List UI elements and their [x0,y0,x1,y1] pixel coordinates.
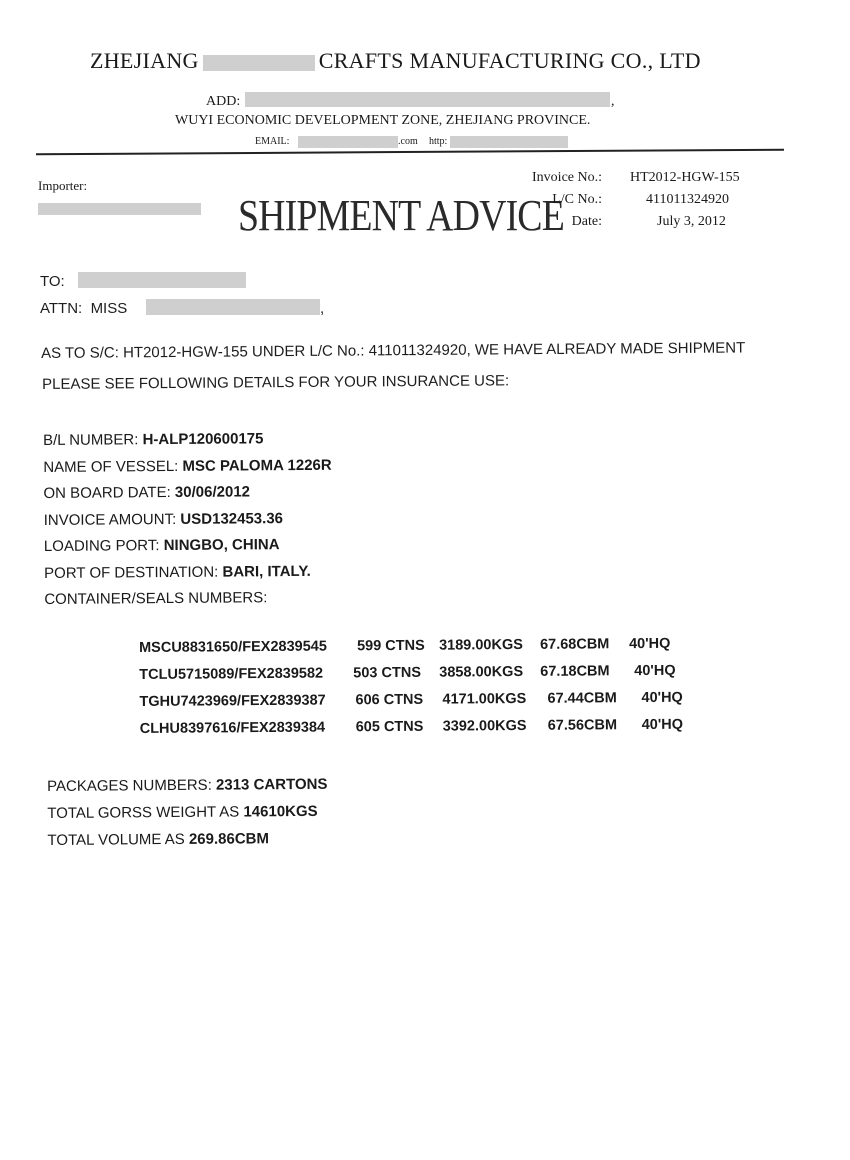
attn-line [40,300,127,317]
container-row [140,717,700,748]
total-label: TOTAL VOLUME AS [47,830,185,849]
total-value: 269.86CBM [188,830,270,848]
address-prefix: ADD: [206,94,241,109]
redacted-block [450,136,568,148]
lc-label: L/C No.: [552,192,602,207]
document-title: SHIPMENT ADVICE [238,191,564,240]
invoice-row [500,170,800,192]
email-suffix: .com [398,136,418,147]
redacted-block [146,299,320,315]
redacted-block [298,136,398,148]
importer-label: Importer: [38,178,88,193]
detail-label: INVOICE AMOUNT: [43,510,177,529]
email-label: EMAIL: [255,136,290,147]
container-kgs: 4171.00KGS [442,690,527,708]
container-type: 40'HQ [628,635,671,653]
address-line-1 [206,94,240,110]
redacted-block [78,272,246,288]
container-kgs: 3189.00KGS [438,636,523,654]
shipment-details [43,430,333,618]
container-id: CLHU8397616/FEX2839384 [139,719,326,737]
address-line-2: WUYI ECONOMIC DEVELOPMENT ZONE, ZHEJIANG PROVINCE. [175,113,591,128]
container-kgs: 3858.00KGS [439,663,524,681]
container-cbm: 67.18CBM [540,663,610,680]
detail-value: NINGBO, CHINA [163,536,280,555]
containers-list [139,636,700,748]
attn-prefix: MISS [90,300,128,317]
detail-destination-port [44,562,333,591]
container-id: TGHU7423969/FEX2839387 [139,692,326,710]
detail-label: LOADING PORT: [43,537,160,555]
container-cbm: 67.68CBM [539,636,610,653]
total-volume [47,830,328,859]
company-name-left: ZHEJIANG [90,48,199,73]
total-weight [47,803,328,832]
detail-value: MSC PALOMA 1226R [182,456,332,475]
detail-on-board-date [43,483,332,512]
date-label: Date: [571,214,602,229]
date-value: July 3, 2012 [657,214,726,229]
detail-value: 30/06/2012 [174,483,251,501]
detail-label: PORT OF DESTINATION: [44,563,219,582]
lc-row [500,192,800,214]
attn-suffix: , [320,300,325,317]
container-ctns: 503 CTNS [353,664,422,682]
detail-loading-port [44,536,333,565]
detail-label: B/L NUMBER: [43,431,139,449]
container-cbm: 67.44CBM [547,690,617,707]
total-value: 2313 CARTONS [215,775,328,794]
container-kgs: 3392.00KGS [442,717,527,735]
container-type: 40'HQ [641,716,684,734]
container-ctns: 605 CTNS [355,718,424,736]
company-name-right: CRAFTS MANUFACTURING CO., LTD [318,48,701,73]
redacted-block [245,92,610,107]
redacted-block [38,203,201,215]
detail-label: NAME OF VESSEL: [43,457,179,476]
detail-label: CONTAINER/SEALS NUMBERS: [44,589,268,608]
shipment-totals [47,776,328,859]
to-label: TO: [40,273,65,290]
date-row [500,214,800,236]
total-label: PACKAGES NUMBERS: [47,776,212,795]
detail-label: ON BOARD DATE: [43,483,171,502]
invoice-value: HT2012-HGW-155 [630,170,740,185]
header-divider [36,149,784,156]
detail-value: BARI, ITALY. [222,562,311,581]
detail-value: H-ALP120600175 [142,430,264,449]
detail-value: USD132453.36 [180,509,284,528]
container-ctns: 606 CTNS [355,691,424,709]
total-value: 14610KGS [243,802,318,821]
container-cbm: 67.56CBM [547,717,618,734]
intro-line-2: PLEASE SEE FOLLOWING DETAILS FOR YOUR INSURANCE USE: [42,372,510,393]
detail-bl-number [43,430,332,459]
container-id: MSCU8831650/FEX2839545 [139,638,327,656]
company-name [90,48,701,74]
container-type: 40'HQ [641,689,683,707]
address-suffix: , [611,94,615,109]
redacted-block [203,55,315,71]
container-ctns: 599 CTNS [356,637,425,655]
detail-invoice-amount [44,509,333,538]
container-type: 40'HQ [634,662,676,680]
container-id: TCLU5715089/FEX2839582 [139,665,324,683]
http-label: http: [429,136,448,147]
detail-vessel [43,456,332,485]
intro-line-1: AS TO S/C: HT2012-HGW-155 UNDER L/C No.: 411011324920, WE HAVE ALREADY MADE SHIPMENT [41,339,746,362]
total-packages [47,776,328,805]
detail-container-seals [44,589,333,618]
invoice-label: Invoice No.: [532,170,602,185]
invoice-meta [500,170,800,236]
total-label: TOTAL GORSS WEIGHT AS [47,803,240,822]
attn-label: ATTN: [40,300,83,317]
lc-value: 411011324920 [646,192,729,207]
